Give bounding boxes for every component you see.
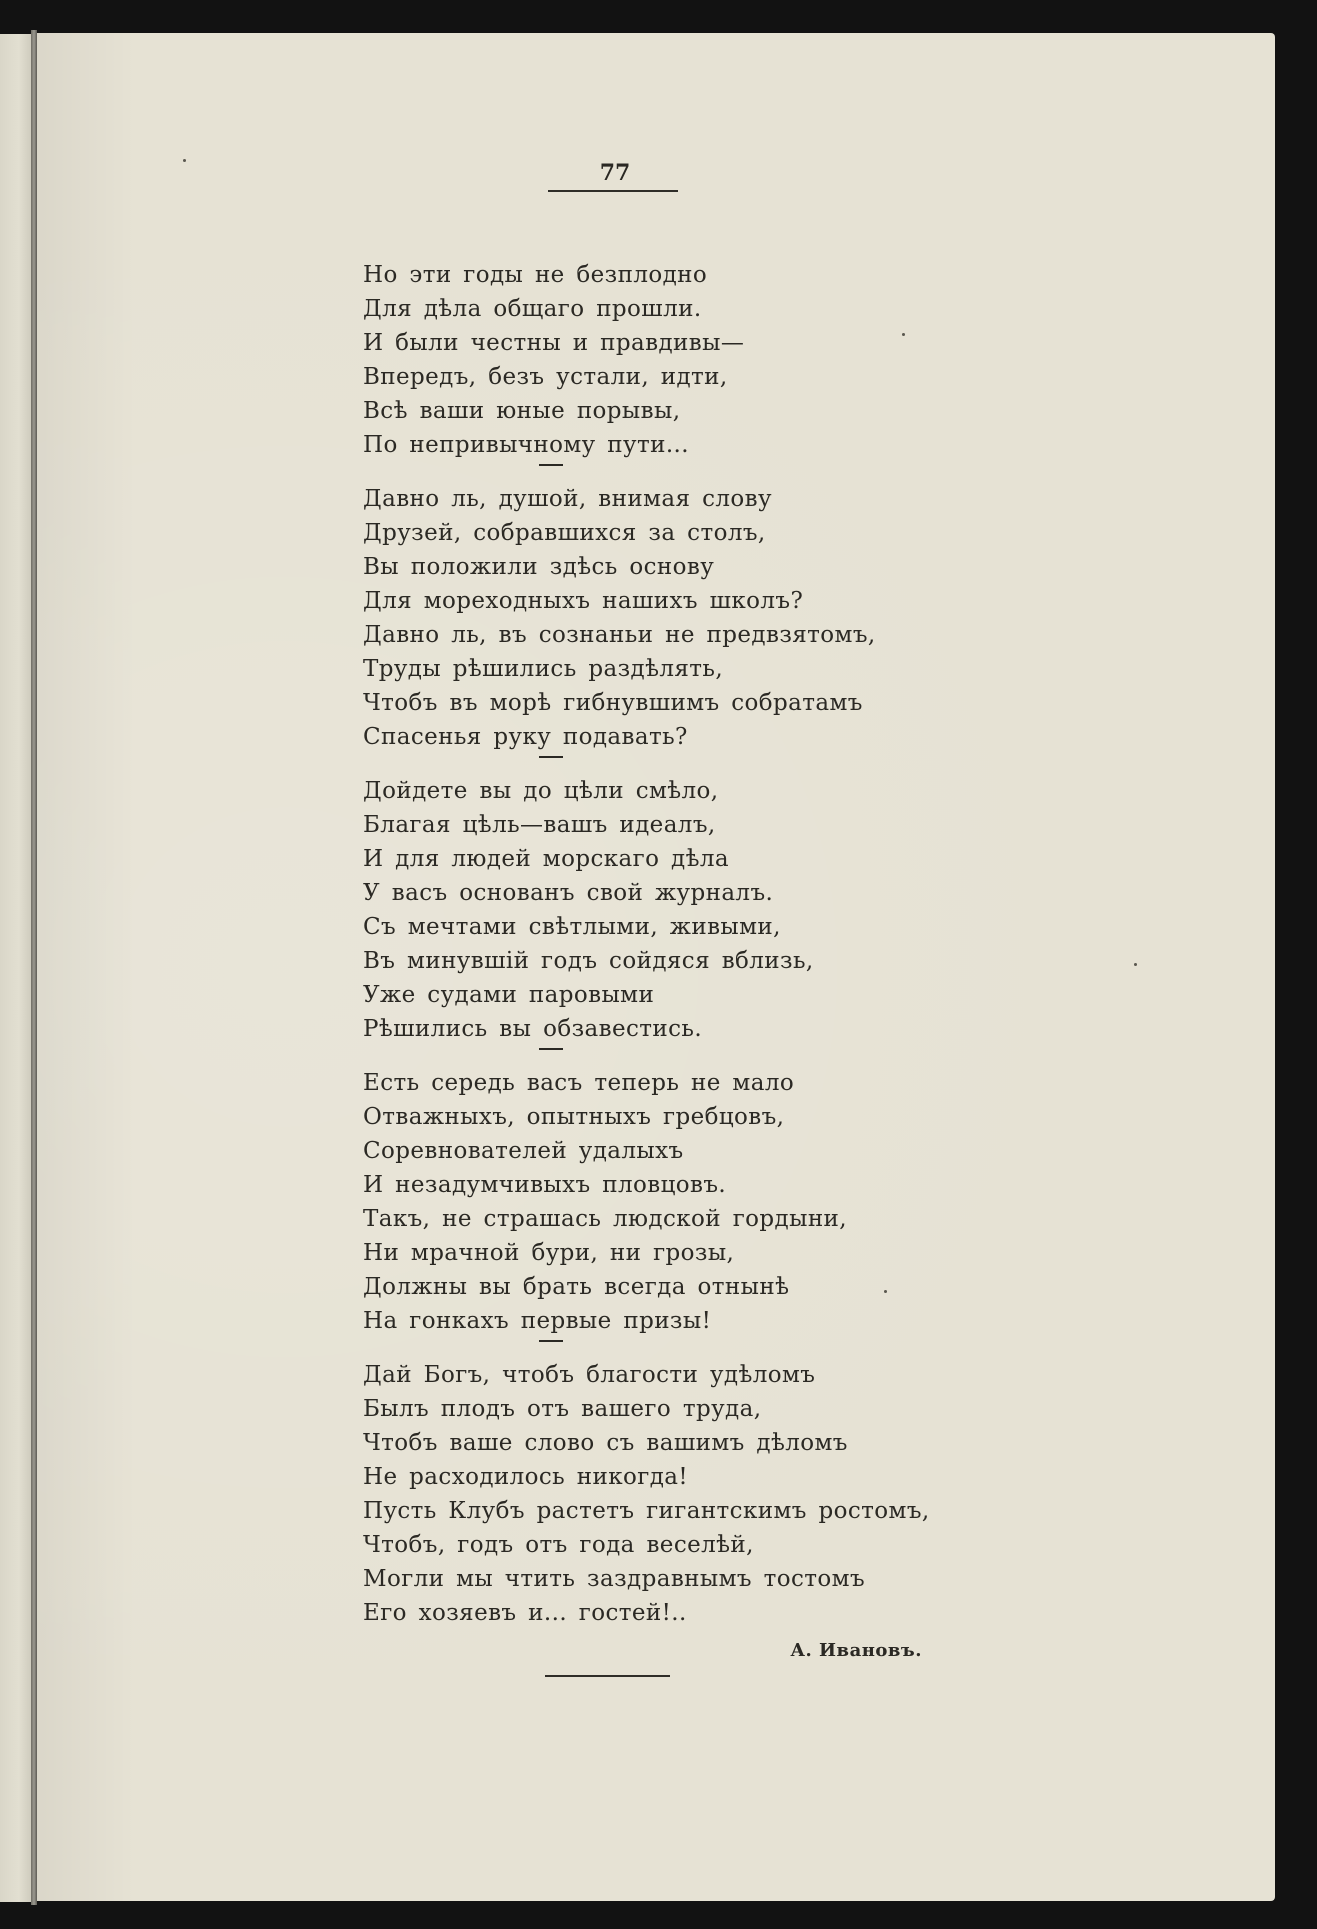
poem-line: Впередъ, безъ устали, идти, (363, 364, 728, 390)
poem-line: И были честны и правдивы— (363, 330, 745, 356)
poem-line: Вы положили здѣсь основу (363, 554, 715, 580)
poem-line: Былъ плодъ отъ вашего труда, (363, 1396, 762, 1422)
page-number: 77 (599, 160, 631, 186)
poem-line: Чтобъ, годъ отъ года веселѣй, (363, 1532, 754, 1558)
poem-line: Ни мрачной бури, ни грозы, (363, 1240, 735, 1266)
poem-line: Не расходилось никогда! (363, 1464, 689, 1490)
stanza-divider (363, 1338, 1063, 1358)
footer-rule (545, 1675, 670, 1677)
poem-line: Его хозяевъ и... гостей!.. (363, 1600, 687, 1626)
poem-line: У васъ основанъ свой журналъ. (363, 880, 774, 906)
poem-line: Для дѣла общаго прошли. (363, 296, 702, 322)
stanza-2 (363, 482, 1063, 754)
stanza-divider (363, 754, 1063, 774)
poem-line: Такъ, не страшась людской гордыни, (363, 1206, 847, 1232)
stanza-5 (363, 1358, 1063, 1630)
poem-line: Труды рѣшились раздѣлять, (363, 656, 724, 682)
stanza-1 (363, 258, 1063, 462)
poem-line: Давно ль, душой, внимая слову (363, 486, 772, 512)
poem (363, 258, 1063, 1630)
poem-line: Давно ль, въ сознаньи не предвзятомъ, (363, 622, 876, 648)
poem-line: Спасенья руку подавать? (363, 724, 688, 750)
paper-speck (1134, 963, 1137, 966)
poem-line: На гонкахъ первые призы! (363, 1308, 712, 1334)
previous-page-edge (0, 34, 31, 1902)
poem-line: Дай Богъ, чтобъ благости удѣломъ (363, 1362, 816, 1388)
poem-line: Рѣшились вы обзавестись. (363, 1016, 703, 1042)
poem-line: И для людей морскаго дѣла (363, 846, 730, 872)
stanza-4 (363, 1066, 1063, 1338)
poem-line: И незадумчивыхъ пловцовъ. (363, 1172, 727, 1198)
poem-line: Съ мечтами свѣтлыми, живыми, (363, 914, 781, 940)
poem-line: Но эти годы не безплодно (363, 262, 708, 288)
poem-line: Пусть Клубъ растетъ гигантскимъ ростомъ, (363, 1498, 930, 1524)
poem-line: Для мореходныхъ нашихъ школъ? (363, 588, 804, 614)
poem-line: По непривычному пути... (363, 432, 689, 458)
paper-speck (183, 159, 186, 162)
author-signature: А. Ивановъ. (790, 1640, 922, 1661)
header-rule (548, 190, 678, 192)
poem-line: Всѣ ваши юные порывы, (363, 398, 681, 424)
poem-line: Дойдете вы до цѣли смѣло, (363, 778, 719, 804)
poem-line: Благая цѣль—вашъ идеалъ, (363, 812, 716, 838)
poem-line: Уже судами паровыми (363, 982, 655, 1008)
poem-line: Могли мы чтить заздравнымъ тостомъ (363, 1566, 865, 1592)
poem-line: Соревнователей удалыхъ (363, 1138, 684, 1164)
stanza-3 (363, 774, 1063, 1046)
poem-line: Чтобъ въ морѣ гибнувшимъ собратамъ (363, 690, 863, 716)
stanza-divider (363, 462, 1063, 482)
poem-line: Отважныхъ, опытныхъ гребцовъ, (363, 1104, 785, 1130)
poem-line: Должны вы брать всегда отнынѣ (363, 1274, 790, 1300)
poem-line: Въ минувшій годъ сойдяся вблизь, (363, 948, 814, 974)
stanza-divider (363, 1046, 1063, 1066)
poem-line: Чтобъ ваше слово съ вашимъ дѣломъ (363, 1430, 848, 1456)
poem-line: Друзей, собравшихся за столъ, (363, 520, 766, 546)
poem-line: Есть середь васъ теперь не мало (363, 1070, 795, 1096)
